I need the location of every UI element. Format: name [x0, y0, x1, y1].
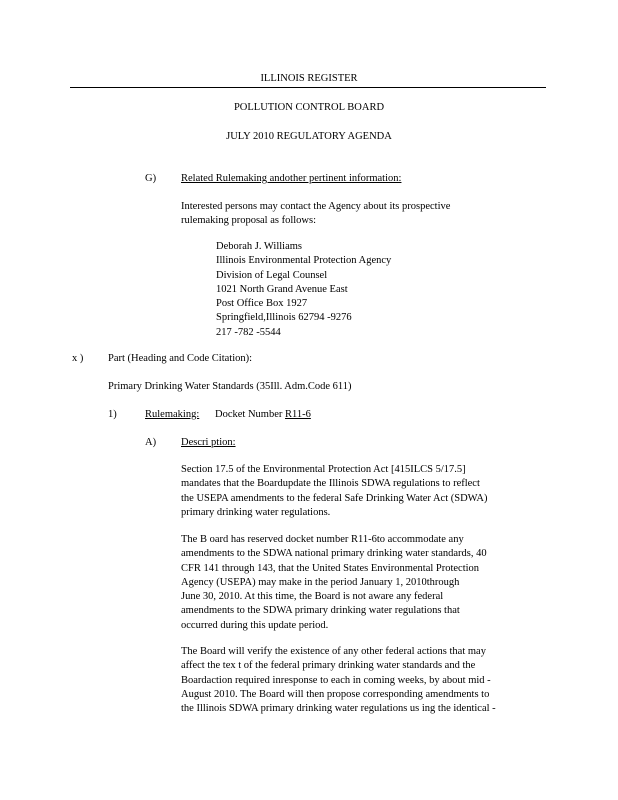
paragraph-line: amendments to the SDWA national primary drinking water standards, 40 [181, 548, 487, 560]
contact-address [216, 240, 391, 340]
part-x-citation: Primary Drinking Water Standards (35Ill. Adm.Code 611) [108, 381, 352, 392]
paragraph-line: mandates that the Boardupdate the Illinois SDWA regulations to reflect [181, 478, 480, 490]
docket-prefix: Docket Number [215, 409, 285, 420]
description-heading: Descri ption: [181, 437, 236, 448]
contact-po-box: Post Office Box 1927 [216, 298, 308, 310]
paragraph-line: The B oard has reserved docket number R11-6to accommodate any [181, 534, 464, 545]
rulemaking-line [145, 408, 311, 422]
contact-division: Division of Legal Counsel [216, 269, 328, 281]
paragraph-line: the USEPA amendments to the federal Safe Drinking Water Act (SDWA) [181, 492, 488, 504]
intro-line: Interested persons may contact the Agency about its prospective [181, 201, 451, 212]
register-title: ILLINOIS REGISTER [260, 73, 358, 84]
section-g-label: G) [145, 173, 157, 184]
description-paragraph-1 [181, 463, 539, 520]
docket-number: R11-6 [284, 409, 311, 420]
agenda-title: JULY 2010 REGULATORY AGENDA [226, 131, 392, 142]
contact-name: Deborah J. Williams [216, 241, 302, 252]
intro-line: rulemaking proposal as follows: [181, 215, 317, 227]
section-g-intro [181, 200, 450, 229]
description-paragraph-2 [181, 533, 539, 633]
paragraph-line: Section 17.5 of the Environmental Protection Act [415ILCS 5/17.5] [181, 464, 466, 475]
paragraph-line: CFR 141 through 143, that the United States Environmental Protection [181, 562, 480, 574]
part-x-label: x ) [72, 353, 84, 364]
paragraph-line: August 2010. The Board will then propose corresponding amendments to [181, 688, 490, 700]
description-paragraph-3 [181, 645, 539, 716]
contact-city: Springfield,Illinois 62794 -9276 [216, 312, 352, 324]
description-label: A) [145, 437, 157, 448]
contact-agency: Illinois Environmental Protection Agency [216, 255, 392, 267]
paragraph-line: June 30, 2010. At this time, the Board is not aware any federal [181, 591, 444, 603]
paragraph-line: the Illinois SDWA primary drinking water regulations us ing the identical - [181, 703, 496, 715]
rulemaking-title: Rulemaking: [145, 409, 200, 420]
contact-street: 1021 North Grand Avenue East [216, 283, 348, 295]
header-rule [70, 87, 546, 88]
contact-phone: 217 -782 -5544 [216, 326, 281, 338]
section-g-heading: Related Rulemaking andother pertinent information: [181, 173, 402, 184]
paragraph-line: The Board will verify the existence of any other federal actions that may [181, 646, 486, 657]
rulemaking-label: 1) [108, 409, 117, 420]
paragraph-line: Boardaction required inresponse to each in coming weeks, by about mid - [181, 674, 491, 686]
paragraph-line: Agency (USEPA) may make in the period January 1, 2010through [181, 576, 460, 588]
paragraph-line: primary drinking water regulations. [181, 506, 331, 518]
part-x-heading: Part (Heading and Code Citation): [108, 353, 253, 364]
paragraph-line: amendments to the SDWA primary drinking water regulations that [181, 605, 460, 617]
board-title: POLLUTION CONTROL BOARD [233, 102, 385, 113]
paragraph-line: occurred during this update period. [181, 619, 329, 631]
paragraph-line: affect the tex t of the federal primary drinking water standards and the [181, 660, 476, 672]
